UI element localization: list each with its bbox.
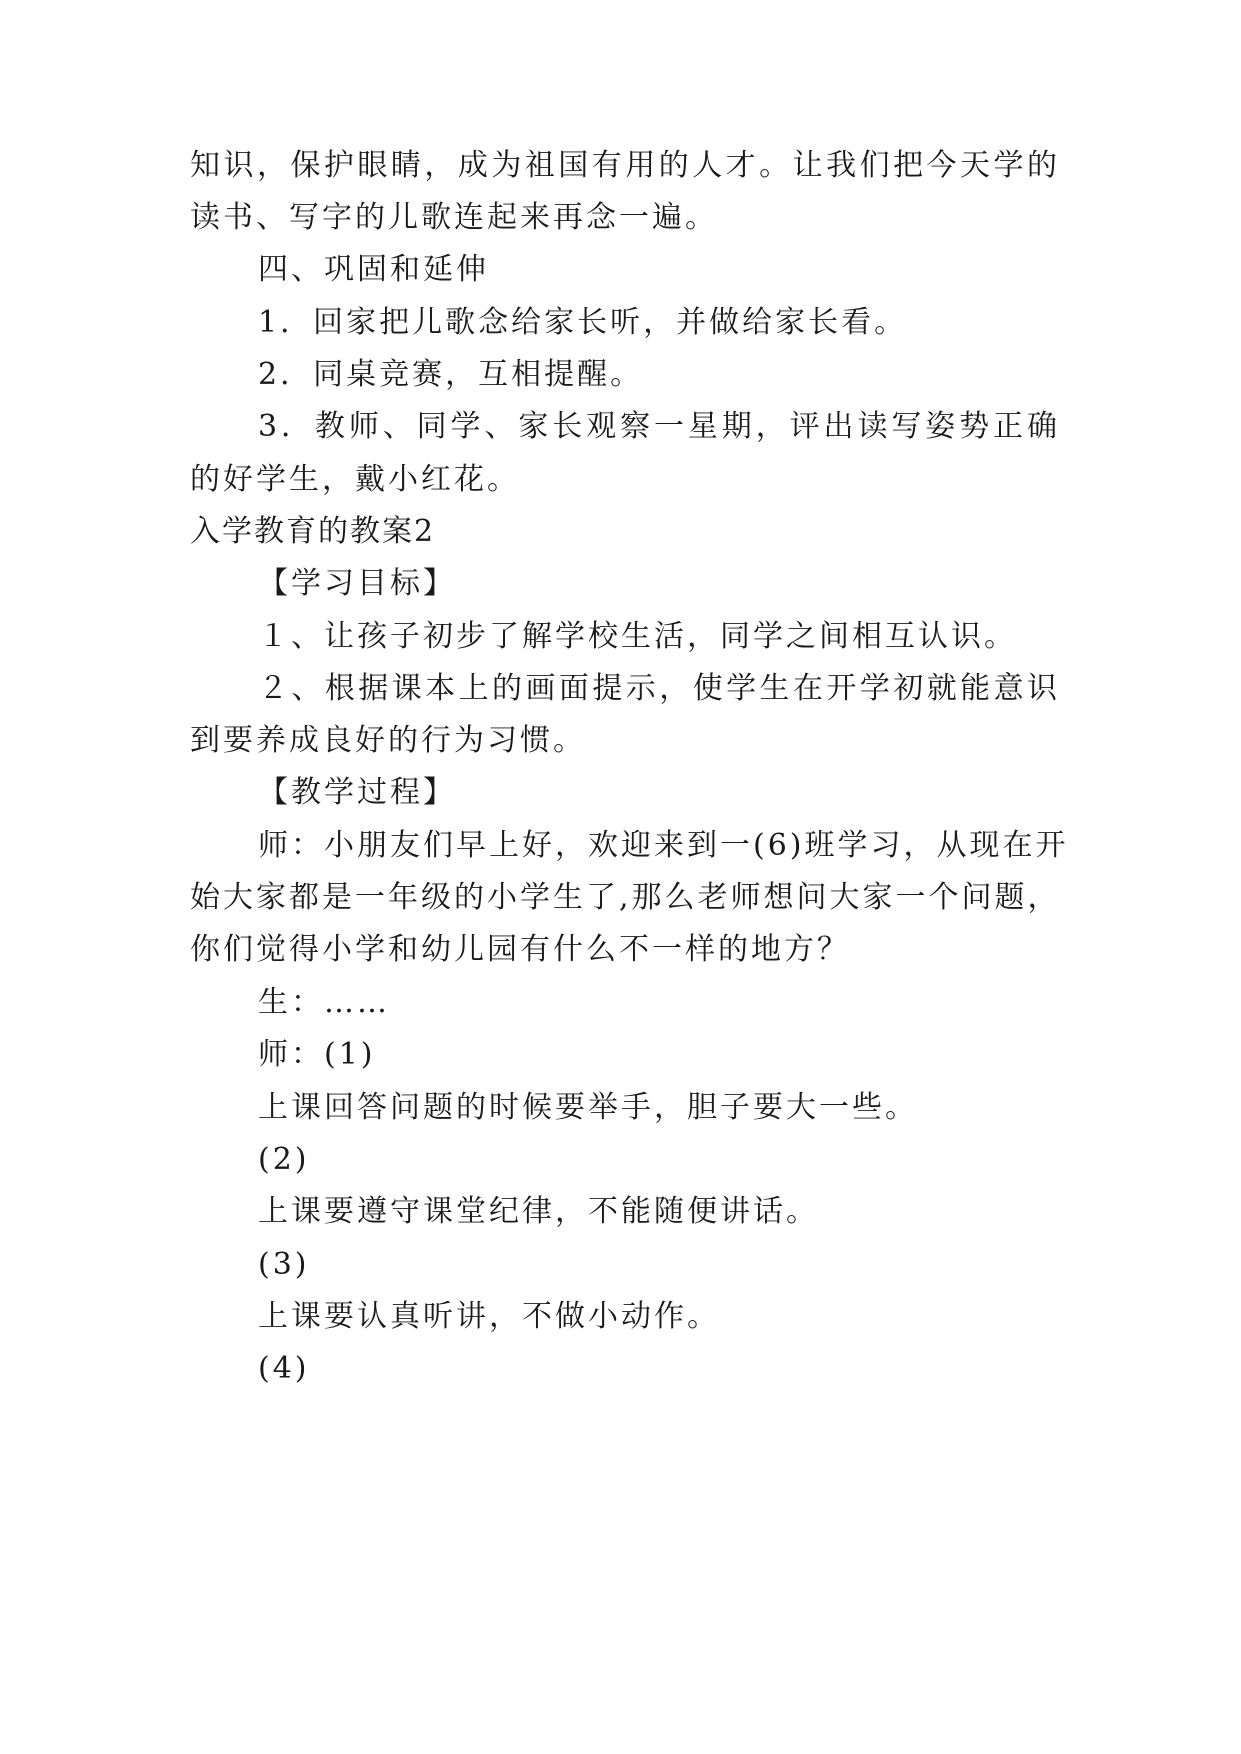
paragraph-line: 到要养成良好的行为习惯。 — [190, 723, 586, 758]
document-title: 入学教育的教案2 — [190, 514, 436, 549]
section-heading: 【教学过程】 — [258, 775, 456, 810]
paragraph-line: 知识，保护眼睛，成为祖国有用的人才。让我们把今天学的 — [190, 148, 1060, 183]
section-heading: 四、巩固和延伸 — [258, 252, 489, 287]
section-heading: 【学习目标】 — [258, 566, 456, 601]
list-item: ２、根据课本上的画面提示，使学生在开学初就能意识 — [258, 671, 1060, 706]
list-item: １、让孩子初步了解学校生活，同学之间相互认识。 — [258, 619, 1017, 654]
paragraph-line: 上课要遵守课堂纪律，不能随便讲话。 — [258, 1194, 819, 1229]
paragraph-line: 师：(1) — [258, 1037, 376, 1072]
list-item: 3．教师、同学、家长观察一星期，评出读写姿势正确 — [258, 409, 1060, 444]
list-item: 2．同桌竞赛，互相提醒。 — [258, 357, 644, 392]
paragraph-line: 读书、写字的儿歌连起来再念一遍。 — [190, 200, 718, 235]
paragraph-line: 师：小朋友们早上好，欢迎来到一(6)班学习，从现在开 — [258, 828, 1069, 863]
paragraph-line: 的好学生，戴小红花。 — [190, 462, 520, 497]
list-marker: (3) — [258, 1247, 310, 1282]
paragraph-line: 上课回答问题的时候要举手，胆子要大一些。 — [258, 1090, 918, 1125]
list-marker: (2) — [258, 1142, 310, 1177]
paragraph-line: 生：…… — [258, 985, 390, 1020]
paragraph-line: 你们觉得小学和幼儿园有什么不一样的地方？ — [190, 932, 850, 967]
list-item: 1．回家把儿歌念给家长听，并做给家长看。 — [258, 305, 908, 340]
list-marker: (4) — [258, 1351, 310, 1386]
paragraph-line: 上课要认真听讲，不做小动作。 — [258, 1299, 720, 1334]
paragraph-line: 始大家都是一年级的小学生了,那么老师想问大家一个问题， — [190, 880, 1061, 915]
